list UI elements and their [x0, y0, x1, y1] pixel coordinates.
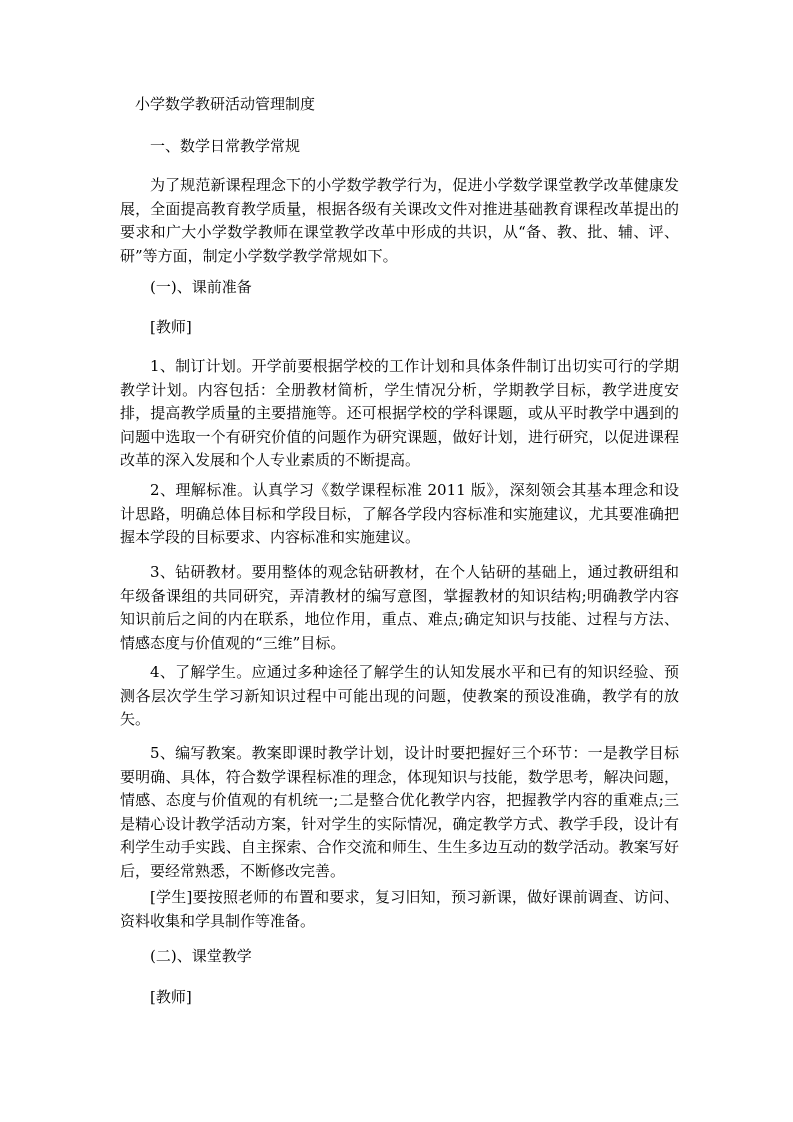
- teacher-label: [教师]: [150, 988, 192, 1006]
- subsection-heading: (二)、课堂教学: [150, 947, 252, 965]
- student-paragraph: [学生]要按照老师的布置和要求，复习旧知，预习新课，做好课前调查、访问、资料收集和学具制作等准备。: [120, 888, 679, 930]
- list-item: 5、编写教案。教案即课时教学计划，设计时要把握好三个环节：一是教学目标要明确、具体，符合数学课程标准的理念，体现知识与技能，数学思考，解决问题，情感、态度与价值观的有机统一;二是整合优化教学内容，把握教学内容的重难点;三是精心设计教学活动方案，针对学生的实际情况，确定教学方式、教学手段，设计有利学生动手实践、自主探索、合作交流和师生、生生多边互动的数学活动。教案写好后，要经常熟悉，不断修改完善。: [120, 744, 679, 880]
- list-item: 3、钻研教材。要用整体的观念钻研教材，在个人钻研的基础上，通过教研组和年级备课组的共同研究，弄清教材的编写意图，掌握教材的知识结构;明确教学内容知识前后之间的内在联系，地位作用，重点、难点;确定知识与技能、过程与方法、情感态度与价值观的“三维”目标。: [120, 563, 679, 652]
- list-item: 4、了解学生。应通过多种途径了解学生的认知发展水平和已有的知识经验、预测各层次学生学习新知识过程中可能出现的问题，使教案的预设准确，教学有的放矢。: [120, 663, 679, 728]
- teacher-label: [教师]: [150, 318, 192, 336]
- document-title: 小学数学教研活动管理制度: [135, 95, 316, 113]
- list-item: 1、制订计划。开学前要根据学校的工作计划和具体条件制订出切实可行的学期教学计划。内容包括：全册教材简析，学生情况分析，学期教学目标，教学进度安排，提高教学质量的主要措施等。还可根据学校的学科课题，或从平时教学中遇到的问题中选取一个有研究价值的问题作为研究课题，做好计划，进行研究，以促进课程改革的深入发展和个人专业素质的不断提高。: [120, 357, 679, 469]
- subsection-heading: (一)、课前准备: [150, 278, 252, 296]
- intro-paragraph: 为了规范新课程理念下的小学数学教学行为，促进小学数学课堂教学改革健康发展，全面提高教育教学质量，根据各级有关课改文件对推进基础教育课程改革提出的要求和广大小学数学教师在课堂教学改革中形成的共识，从“备、教、批、辅、评、研”等方面，制定小学数学教学常规如下。: [120, 176, 679, 265]
- section-heading: 一、数学日常教学常规: [150, 137, 301, 155]
- list-item: 2、理解标准。认真学习《数学课程标准 2011 版》，深刻领会其基本理念和设计思路，明确总体目标和学段目标，了解各学段内容标准和实施建议，尤其要准确把握本学段的目标要求、内容标准和实施建议。: [120, 481, 679, 546]
